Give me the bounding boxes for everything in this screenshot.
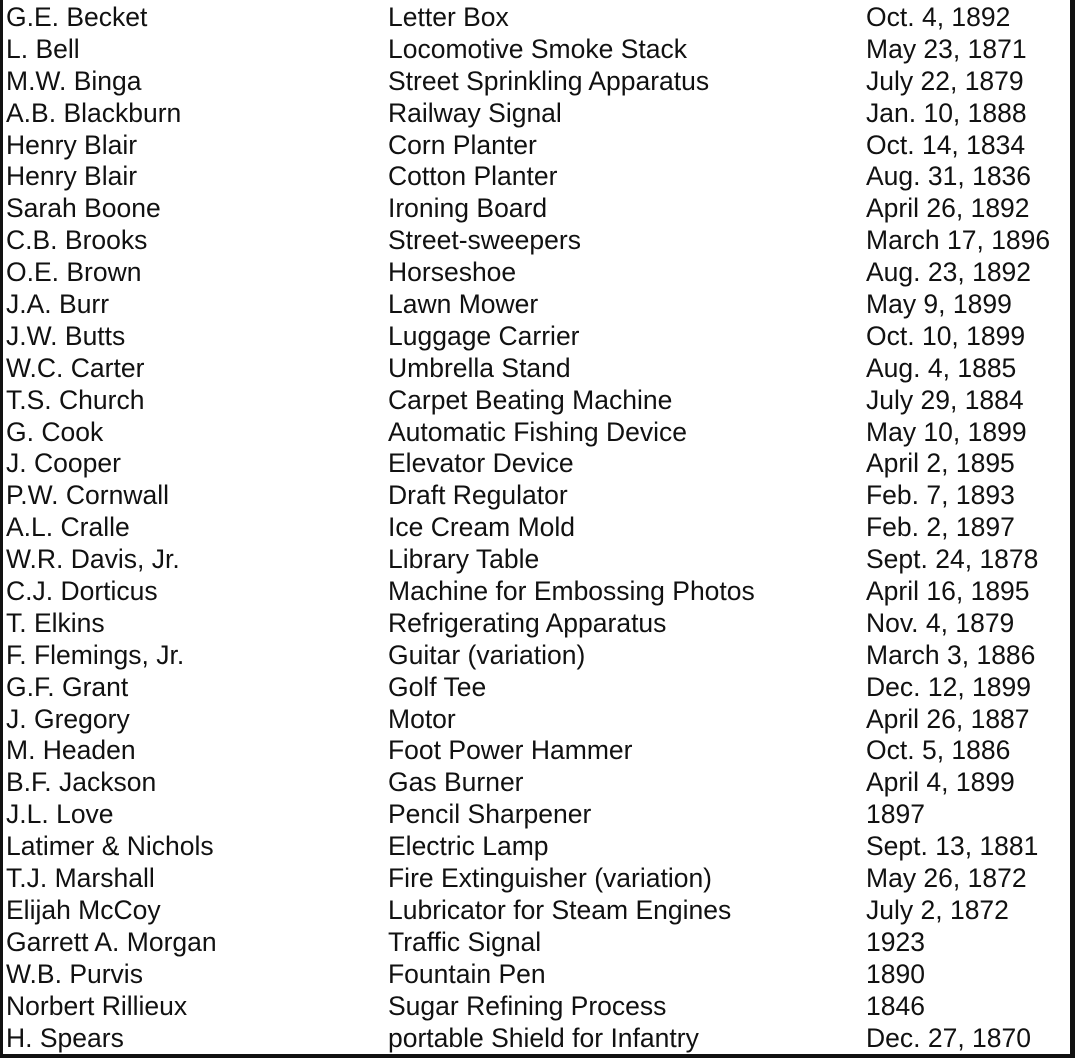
patent-date-cell: Oct. 4, 1892 [866,2,1011,32]
patent-date-cell: March 17, 1896 [866,225,1051,256]
inventor-cell: Henry Blair [6,161,138,192]
invention-cell: Luggage Carrier [388,320,580,351]
table-row [0,959,1070,991]
patent-date-cell: Aug. 23, 1892 [866,257,1032,288]
inventor-cell: W.B. Purvis [6,958,143,989]
inventor-cell: G. Cook [6,416,104,447]
table-row [0,640,1070,672]
table-row [0,2,1070,34]
invention-cell: Sugar Refining Process [388,990,667,1021]
inventor-cell: Elijah McCoy [6,894,161,925]
table-row [0,34,1070,66]
patent-date-cell: April 4, 1899 [866,767,1015,798]
invention-cell: Golf Tee [388,671,487,702]
table-row [0,385,1070,417]
invention-cell: Refrigerating Apparatus [388,607,667,638]
inventor-cell: C.B. Brooks [6,225,148,256]
patent-date-cell: 1846 [866,990,925,1021]
table-row [0,608,1070,640]
patent-date-cell: Oct. 10, 1899 [866,320,1026,351]
inventor-cell: J.W. Butts [6,320,126,351]
patent-date-cell: Feb. 2, 1897 [866,512,1015,543]
table-row [0,672,1070,704]
patent-date-cell: 1890 [866,958,925,989]
invention-cell: Foot Power Hammer [388,735,633,766]
invention-cell: Lawn Mower [388,289,539,320]
table-row [0,98,1070,130]
inventor-cell: Norbert Rillieux [6,990,188,1021]
invention-cell: Elevator Device [388,448,574,479]
table-row [0,225,1070,257]
table-row [0,66,1070,98]
invention-cell: Horseshoe [388,257,517,288]
invention-cell: Locomotive Smoke Stack [388,33,687,64]
patent-date-cell: 1923 [866,926,925,957]
invention-cell: Ice Cream Mold [388,512,576,543]
inventor-cell: G.F. Grant [6,671,129,702]
invention-cell: Electric Lamp [388,831,549,862]
invention-cell: Letter Box [388,2,509,32]
table-row [0,1023,1070,1055]
table-row [0,353,1070,385]
inventor-cell: O.E. Brown [6,257,142,288]
inventor-cell: T.S. Church [6,384,145,415]
patent-date-cell: Aug. 4, 1885 [866,352,1017,383]
patent-date-cell: April 26, 1887 [866,703,1030,734]
patent-date-cell: May 23, 1871 [866,33,1027,64]
patent-date-cell: Feb. 7, 1893 [866,480,1015,511]
inventor-cell: Sarah Boone [6,193,161,224]
table-row [0,927,1070,959]
invention-cell: Corn Planter [388,129,537,160]
inventor-cell: H. Spears [6,1022,124,1053]
invention-cell: Motor [388,703,456,734]
inventor-cell: L. Bell [6,33,80,64]
inventor-cell: Latimer & Nichols [6,831,214,862]
table-row [0,704,1070,736]
table-row [0,257,1070,289]
inventor-cell: F. Flemings, Jr. [6,639,185,670]
patent-date-cell: Oct. 14, 1834 [866,129,1026,160]
bottom-border-line [0,1054,1075,1058]
patent-date-cell: May 26, 1872 [866,863,1027,894]
invention-cell: Fountain Pen [388,958,546,989]
table-row [0,799,1070,831]
invention-cell: Cotton Planter [388,161,558,192]
invention-cell: Railway Signal [388,97,562,128]
invention-cell: Machine for Embossing Photos [388,576,755,607]
inventor-cell: A.B. Blackburn [6,97,182,128]
patent-date-cell: July 2, 1872 [866,894,1009,925]
table-row [0,831,1070,863]
inventor-cell: B.F. Jackson [6,767,157,798]
patent-date-cell: April 26, 1892 [866,193,1030,224]
invention-cell: Street Sprinkling Apparatus [388,65,710,96]
patent-date-cell: April 16, 1895 [866,576,1030,607]
invention-cell: Street-sweepers [388,225,581,256]
inventor-cell: J. Gregory [6,703,130,734]
invention-cell: Gas Burner [388,767,524,798]
table-row [0,130,1070,162]
patent-date-cell: Sept. 24, 1878 [866,544,1039,575]
patent-date-cell: Oct. 5, 1886 [866,735,1011,766]
inventor-cell: W.R. Davis, Jr. [6,544,180,575]
right-border-line [1070,0,1075,1058]
table-row [0,193,1070,225]
table-row [0,735,1070,767]
table-row [0,544,1070,576]
invention-cell: Fire Extinguisher (variation) [388,863,713,894]
patent-date-cell: Jan. 10, 1888 [866,97,1027,128]
table-row [0,417,1070,449]
table-row [0,512,1070,544]
table-row [0,480,1070,512]
invention-cell: Guitar (variation) [388,639,586,670]
table-row [0,863,1070,895]
inventor-cell: T.J. Marshall [6,863,155,894]
invention-cell: Traffic Signal [388,926,542,957]
inventor-cell: J.A. Burr [6,289,110,320]
inventor-cell: M.W. Binga [6,65,142,96]
patent-date-cell: April 2, 1895 [866,448,1015,479]
patent-date-cell: Dec. 12, 1899 [866,671,1032,702]
table-row [0,895,1070,927]
inventions-table [0,2,1070,1054]
patent-date-cell: Dec. 27, 1870 [866,1022,1032,1053]
patent-date-cell: Nov. 4, 1879 [866,607,1015,638]
patent-date-cell: 1897 [866,799,925,830]
invention-cell: Draft Regulator [388,480,568,511]
inventor-cell: J. Cooper [6,448,121,479]
inventor-cell: M. Headen [6,735,136,766]
patent-date-cell: March 3, 1886 [866,639,1036,670]
inventor-cell: Garrett A. Morgan [6,926,217,957]
table-row [0,576,1070,608]
inventor-cell: A.L. Cralle [6,512,130,543]
table-row [0,448,1070,480]
invention-cell: portable Shield for Infantry [388,1022,699,1053]
invention-cell: Automatic Fishing Device [388,416,687,447]
table-row [0,991,1070,1023]
patent-date-cell: July 22, 1879 [866,65,1024,96]
inventor-cell: P.W. Cornwall [6,480,169,511]
invention-cell: Library Table [388,544,540,575]
invention-cell: Pencil Sharpener [388,799,592,830]
invention-cell: Umbrella Stand [388,352,571,383]
inventor-cell: C.J. Dorticus [6,576,158,607]
invention-cell: Lubricator for Steam Engines [388,894,732,925]
patent-date-cell: May 10, 1899 [866,416,1027,447]
inventor-cell: W.C. Carter [6,352,145,383]
inventor-cell: T. Elkins [6,607,105,638]
patent-date-cell: July 29, 1884 [866,384,1024,415]
table-row [0,767,1070,799]
inventor-cell: Henry Blair [6,129,138,160]
table-row [0,289,1070,321]
invention-cell: Ironing Board [388,193,548,224]
table-row [0,321,1070,353]
inventor-cell: G.E. Becket [6,2,148,32]
invention-cell: Carpet Beating Machine [388,384,673,415]
table-row [0,161,1070,193]
inventor-cell: J.L. Love [6,799,114,830]
patent-date-cell: Aug. 31, 1836 [866,161,1032,192]
patent-date-cell: Sept. 13, 1881 [866,831,1039,862]
patent-date-cell: May 9, 1899 [866,289,1012,320]
